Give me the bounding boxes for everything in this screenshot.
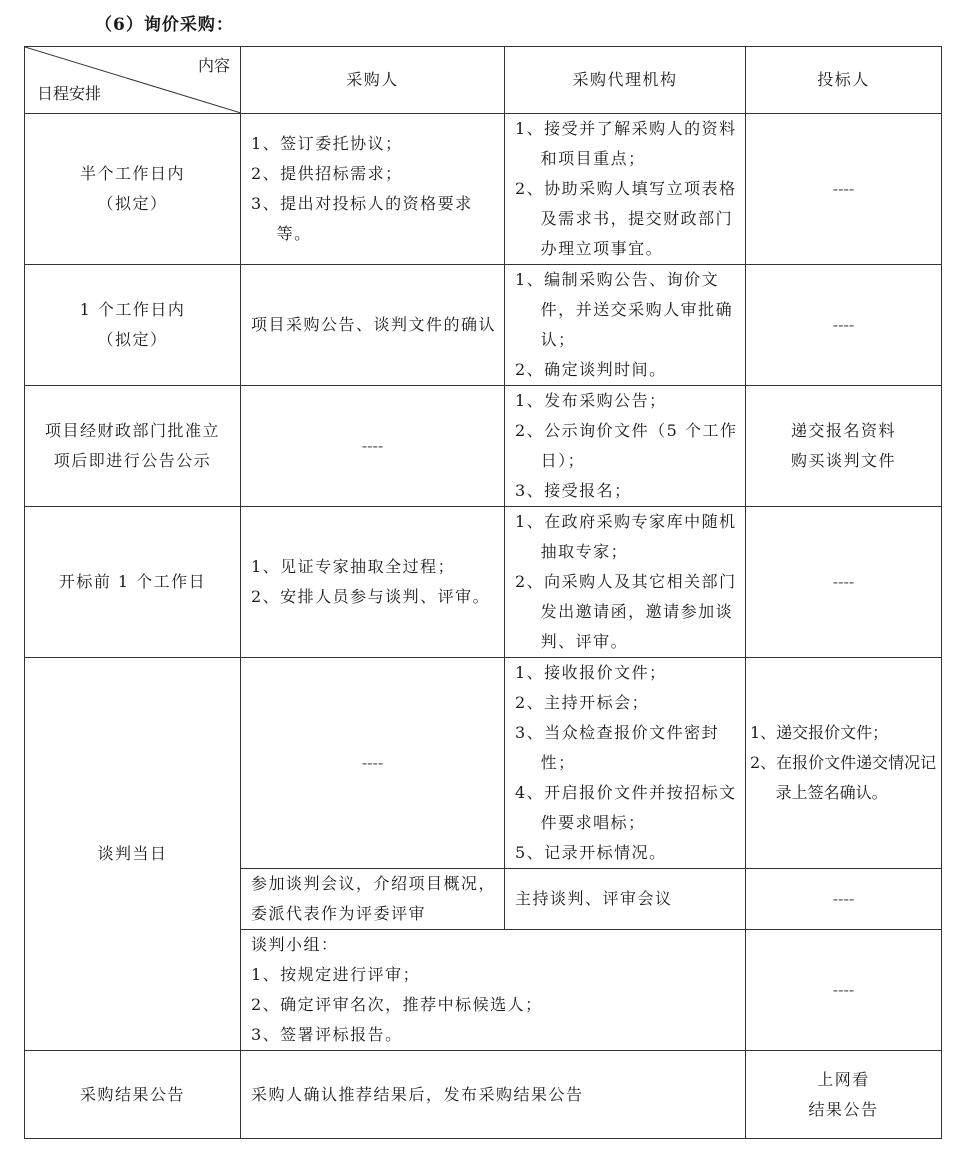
header-schedule-label: 日程安排 <box>37 84 102 103</box>
bidder-text: 递交报名资料 <box>790 421 896 440</box>
schedule-cell <box>25 265 241 386</box>
list-item: 4、开启报价文件并按招标文件要求唱标； <box>515 783 737 832</box>
list-item: 1、接收报价文件； <box>515 663 667 682</box>
table-row <box>25 265 942 386</box>
list-item: 3、签署评标报告。 <box>251 1025 403 1044</box>
bidder-cell <box>746 658 942 869</box>
table-row <box>25 386 942 507</box>
bidder-cell: ---- <box>746 930 942 1051</box>
purchaser-cell <box>241 114 505 265</box>
bidder-text: 结果公告 <box>808 1099 879 1119</box>
schedule-note: （拟定） <box>97 330 168 349</box>
result-announcement-cell: 采购人确认推荐结果后，发布采购结果公告 <box>241 1051 746 1139</box>
list-item: 2、主持开标会； <box>515 693 650 712</box>
agency-cell <box>505 386 746 507</box>
schedule-text: 半个工作日内 <box>79 164 185 183</box>
table-row <box>25 114 942 265</box>
header-content-label: 内容 <box>197 56 230 75</box>
list-item: 谈判小组： <box>251 935 339 954</box>
list-item: 2、向采购人及其它相关部门发出邀请函，邀请参加谈判、评审。 <box>515 572 737 651</box>
list-item: 1、递交报价文件； <box>750 723 889 742</box>
header-purchaser: 采购人 <box>241 47 505 114</box>
agency-cell <box>505 114 746 265</box>
purchaser-cell: 项目采购公告、谈判文件的确认 <box>241 265 505 386</box>
header-bidder: 投标人 <box>746 47 942 114</box>
panel-cell <box>241 930 746 1051</box>
bidder-cell <box>746 1051 942 1139</box>
list-item: 3、接受报名； <box>515 481 632 500</box>
section-heading: （6）询价采购： <box>95 15 234 35</box>
table-row <box>25 1051 942 1139</box>
schedule-cell <box>25 114 241 265</box>
list-item: 5、记录开标情况。 <box>515 843 667 862</box>
purchaser-cell <box>241 507 505 658</box>
schedule-cell: 项目经财政部门批准立项后即进行公告公示 <box>25 386 241 507</box>
list-item: 1、在政府采购专家库中随机抽取专家； <box>515 512 737 561</box>
table-row <box>25 507 942 658</box>
schedule-cell: 开标前 1 个工作日 <box>25 507 241 658</box>
table-header-row <box>25 47 942 114</box>
agency-cell <box>505 658 746 869</box>
list-item: 2、公示询价文件（5 个工作日）； <box>515 421 738 470</box>
bidder-cell: ---- <box>746 114 942 265</box>
list-item: 2、在报价文件递交情况记录上签名确认。 <box>750 753 937 802</box>
list-item: 2、确定评审名次，推荐中标候选人； <box>251 995 543 1014</box>
schedule-note: （拟定） <box>97 194 168 213</box>
list-item: 1、发布采购公告； <box>515 391 667 410</box>
procurement-schedule-table <box>24 46 942 1139</box>
header-agency: 采购代理机构 <box>505 47 746 114</box>
agency-cell <box>505 507 746 658</box>
bidder-cell: ---- <box>746 265 942 386</box>
list-item: 1、签订委托协议； <box>251 134 403 153</box>
schedule-text: 1 个工作日内 <box>79 300 186 319</box>
list-item: 1、按规定进行评审； <box>251 965 421 984</box>
schedule-cell: 谈判当日 <box>25 658 241 1051</box>
table-row <box>25 658 942 869</box>
purchaser-cell: ---- <box>241 386 505 507</box>
bidder-cell: ---- <box>746 507 942 658</box>
list-item: 1、见证专家抽取全过程； <box>251 557 456 576</box>
schedule-cell: 采购结果公告 <box>25 1051 241 1139</box>
list-item: 2、确定谈判时间。 <box>515 360 667 379</box>
list-item: 1、编制采购公告、询价文件，并送交采购人审批确认； <box>515 270 734 349</box>
bidder-text: 上网看 <box>817 1069 870 1089</box>
list-item: 1、接受并了解采购人的资料和项目重点； <box>515 119 737 168</box>
purchaser-cell: 参加谈判会议，介绍项目概况，委派代表作为评委评审 <box>241 869 505 930</box>
list-item: 2、安排人员参与谈判、评审。 <box>251 587 491 606</box>
bidder-cell <box>746 386 942 507</box>
list-item: 2、协助采购人填写立项表格及需求书，提交财政部门办理立项事宜。 <box>515 179 737 258</box>
purchaser-cell: ---- <box>241 658 505 869</box>
diagonal-header-cell <box>25 47 241 114</box>
agency-cell <box>505 265 746 386</box>
bidder-text: 购买谈判文件 <box>790 451 896 470</box>
list-item: 3、提出对投标人的资格要求等。 <box>251 194 473 243</box>
list-item: 3、当众检查报价文件密封性； <box>515 723 720 772</box>
list-item: 2、提供招标需求； <box>251 164 403 183</box>
agency-cell: 主持谈判、评审会议 <box>505 869 746 930</box>
bidder-cell: ---- <box>746 869 942 930</box>
